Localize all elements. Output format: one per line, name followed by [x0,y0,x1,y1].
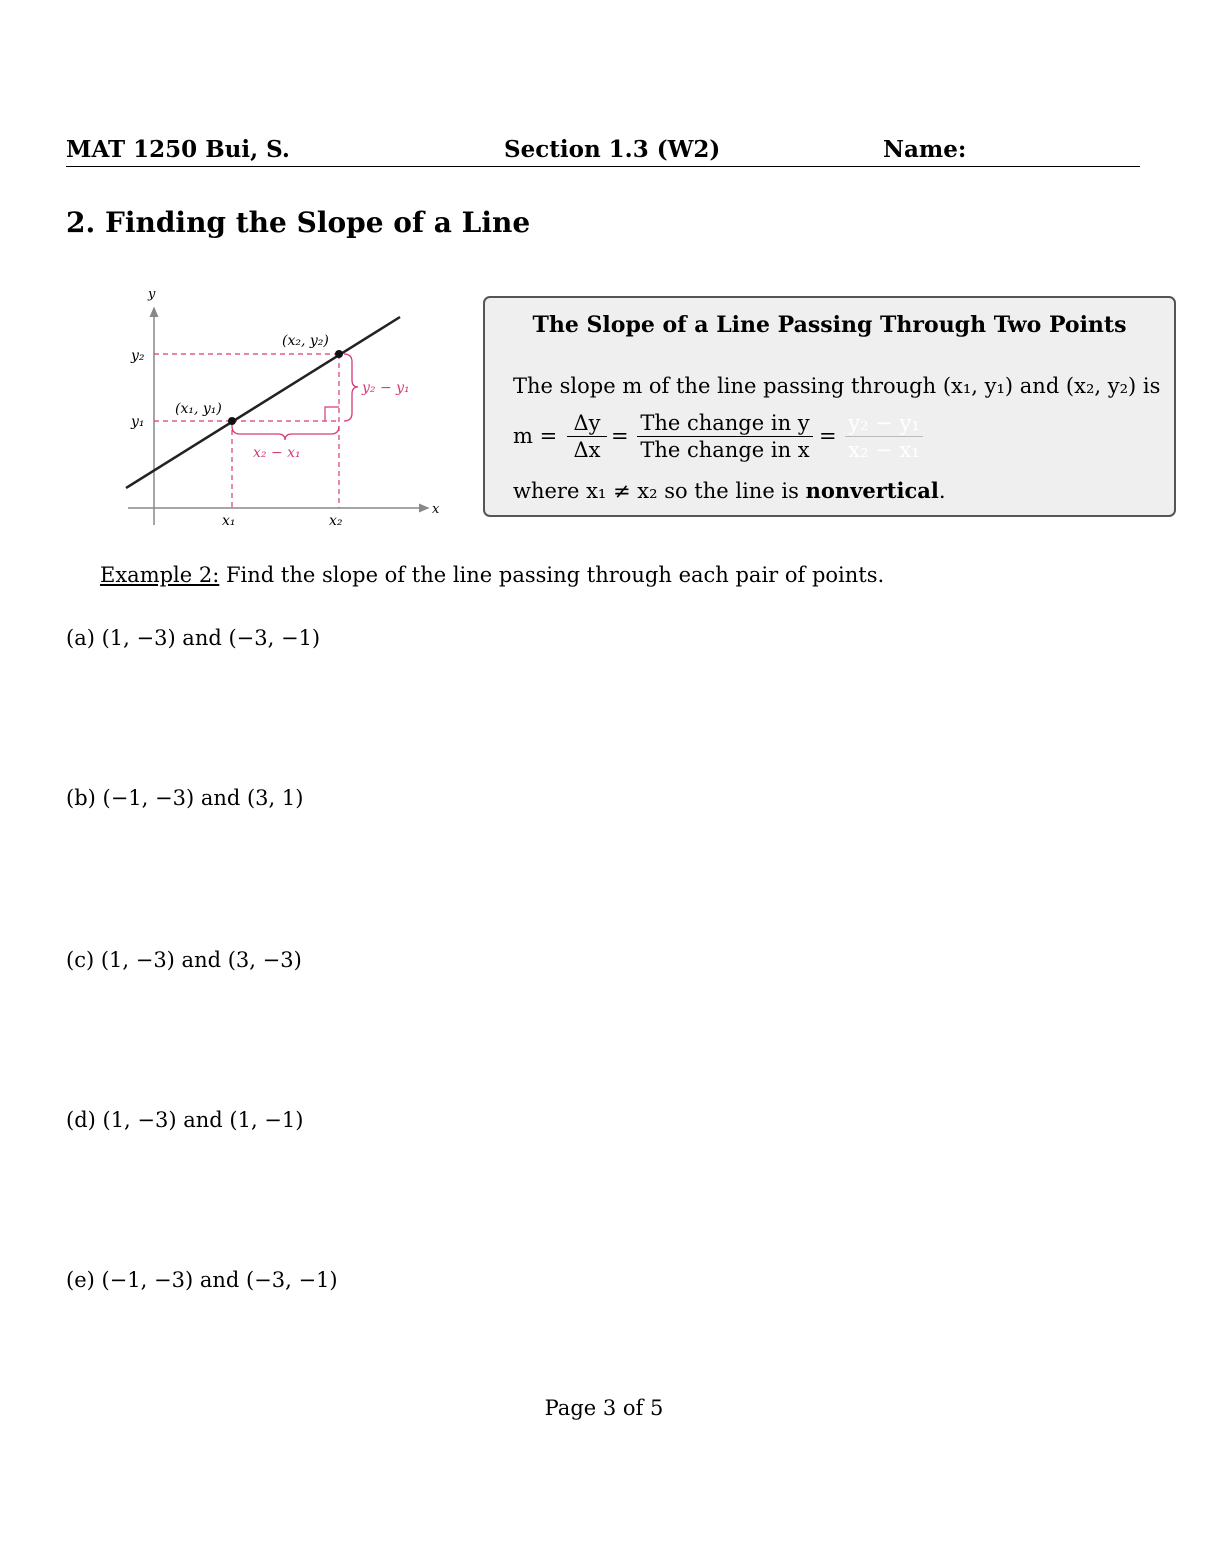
slope-definition-box [483,296,1176,517]
delta-x: Δx [573,438,601,462]
run-label: x₂ − x₁ [253,445,301,461]
rise-brace [344,354,358,421]
condition-text: where x₁ ≠ x₂ so the line is [513,479,806,503]
box-condition-line [513,478,946,503]
point-2 [335,350,343,358]
right-angle-marker [325,407,339,421]
x2-tick-label: x₂ [329,513,343,529]
rise-expression: y₂ − y₁ [845,410,923,437]
condition-period: . [938,479,946,503]
example-label: Example 2: [100,563,220,587]
x-axis-label: x [432,502,440,517]
example-prompt [100,563,884,587]
m-equals: m = [513,424,558,448]
point1-label: (x₁, y₁) [175,401,222,417]
point-1 [228,417,236,425]
point2-label: (x₂, y₂) [282,333,329,349]
difference-fraction [845,410,923,463]
slope-line [126,317,400,488]
rise-label: y₂ − y₁ [362,380,410,396]
run-expression: x₂ − x₁ [848,438,920,462]
example-text: Find the slope of the line passing through each pair of points. [219,563,885,587]
section-label: Section 1.3 (W2) [504,136,721,163]
problem-d: (d) (1, −3) and (1, −1) [66,1108,304,1132]
delta-y: Δy [567,410,607,437]
guide-lines [154,354,339,508]
y1-tick-label: y₁ [131,414,145,430]
x1-tick-label: x₁ [222,513,236,529]
page-number: Page 3 of 5 [544,1396,664,1420]
run-brace [232,426,339,440]
problem-c: (c) (1, −3) and (3, −3) [66,948,302,972]
problem-b: (b) (−1, −3) and (3, 1) [66,786,304,810]
course-label: MAT 1250 Bui, S. [66,136,290,163]
problem-a: (a) (1, −3) and (−3, −1) [66,626,321,650]
y2-tick-label: y₂ [131,348,145,364]
change-fraction [637,410,813,463]
box-title: The Slope of a Line Passing Through Two Points [532,312,1127,338]
delta-fraction [567,410,607,463]
nonvertical-text: nonvertical [805,478,939,503]
y-axis-label: y [148,287,156,302]
equals-sign-1: = [611,424,629,448]
change-in-x: The change in x [640,438,810,462]
problem-e: (e) (−1, −3) and (−3, −1) [66,1268,338,1292]
change-in-y: The change in y [637,410,813,437]
name-label: Name: [883,136,967,163]
equals-sign-2: = [819,424,837,448]
page-header [66,134,1140,167]
box-intro-line: The slope m of the line passing through (x₁, y₁) and (x₂, y₂) is [513,374,1161,398]
section-title: 2. Finding the Slope of a Line [66,206,531,239]
slope-diagram [110,282,460,532]
